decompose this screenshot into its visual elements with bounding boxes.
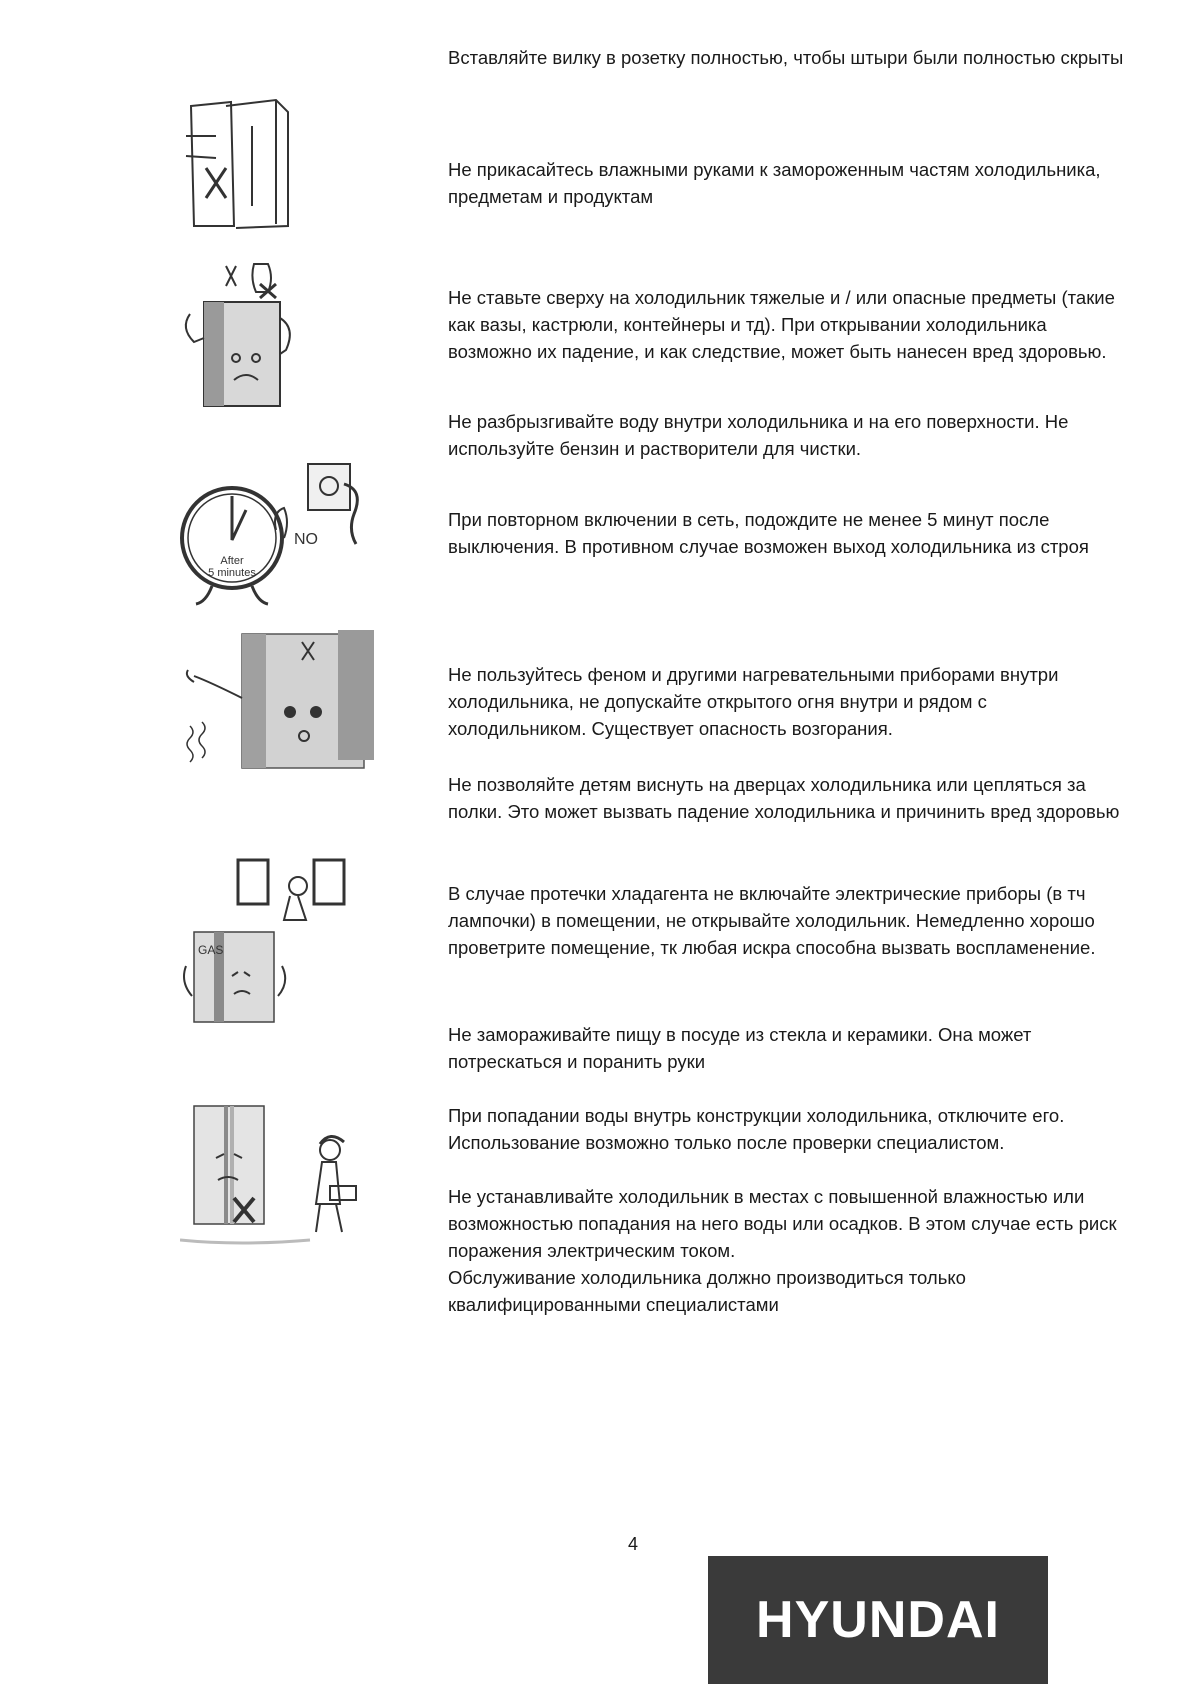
instruction-water-inside: При попадании воды внутрь конструкции холодильника, отключите его. Использование возможно только после проверки специалистом.	[448, 1105, 1065, 1153]
gas-leak-illustration	[180, 856, 360, 1026]
instruction-wet-hands: Не прикасайтесь влажными руками к замороженным частям холодильника, предметам и продуктам	[448, 159, 1101, 207]
instruction-refrigerant-leak: В случае протечки хладагента не включайте электрические приборы (в тч лампочки) в помещении, не открывайте холодильник. Немедленно хорошо проветрите помещение, тк любая искра способна вызвать воспламенение.	[448, 883, 1096, 958]
gas-label: GAS	[198, 943, 224, 957]
instruction-no-water: Не разбрызгивайте воду внутри холодильника и на его поверхности. Не используйте бензин и растворители для чистки.	[448, 411, 1069, 459]
page-number: 4	[628, 1534, 639, 1554]
instruction-humidity: Не устанавливайте холодильник в местах с повышенной влажностью или возможностью попадания на него воды или осадков. В этом случае есть риск поражения электрическим током.	[448, 1186, 1117, 1261]
clock-minutes-label: 5 minutes	[208, 567, 256, 579]
brand-logo: HYUNDAI	[756, 1591, 1000, 1649]
brand-logo-box	[708, 1556, 1048, 1684]
instruction-no-heaters: Не пользуйтесь феном и другими нагревательными приборами внутри холодильника, не допускайте открытого огня внутри и рядом с холодильником. Существует опасность возгорания.	[448, 664, 1059, 739]
fridge-objects-on-top-illustration	[176, 258, 306, 408]
instruction-plug: Вставляйте вилку в розетку полностью, чтобы штыри были полностью скрыты	[448, 47, 1124, 68]
clock-after-label: After	[220, 555, 244, 567]
no-label: NO	[294, 531, 318, 548]
instruction-glassware: Не замораживайте пищу в посуде из стекла и керамики. Она может потрескаться и поранить руки	[448, 1024, 1032, 1072]
fridge-water-technician-illustration	[180, 1100, 360, 1250]
instruction-heavy-objects: Не ставьте сверху на холодильник тяжелые и / или опасные предметы (такие как вазы, кастрюли, контейнеры и тд). При открывании холодильника возможно их падение, и как следствие, может быть нанесен вред здоровью.	[448, 287, 1115, 362]
instruction-children: Не позволяйте детям виснуть на дверцах холодильника или цепляться за полки. Это может вызвать падение холодильника и причинить вред здоровью	[448, 774, 1120, 822]
instruction-wait-5-min: При повторном включении в сеть, подождите не менее 5 минут после выключения. В противном случае возможен выход холодильника из строя	[448, 509, 1089, 557]
fridge-no-heaters-illustration	[180, 626, 380, 776]
instruction-service: Обслуживание холодильника должно производиться только квалифицированными специалистами	[448, 1267, 966, 1315]
clock-wait-illustration	[176, 460, 386, 610]
fridge-open-door-illustration	[176, 96, 296, 232]
